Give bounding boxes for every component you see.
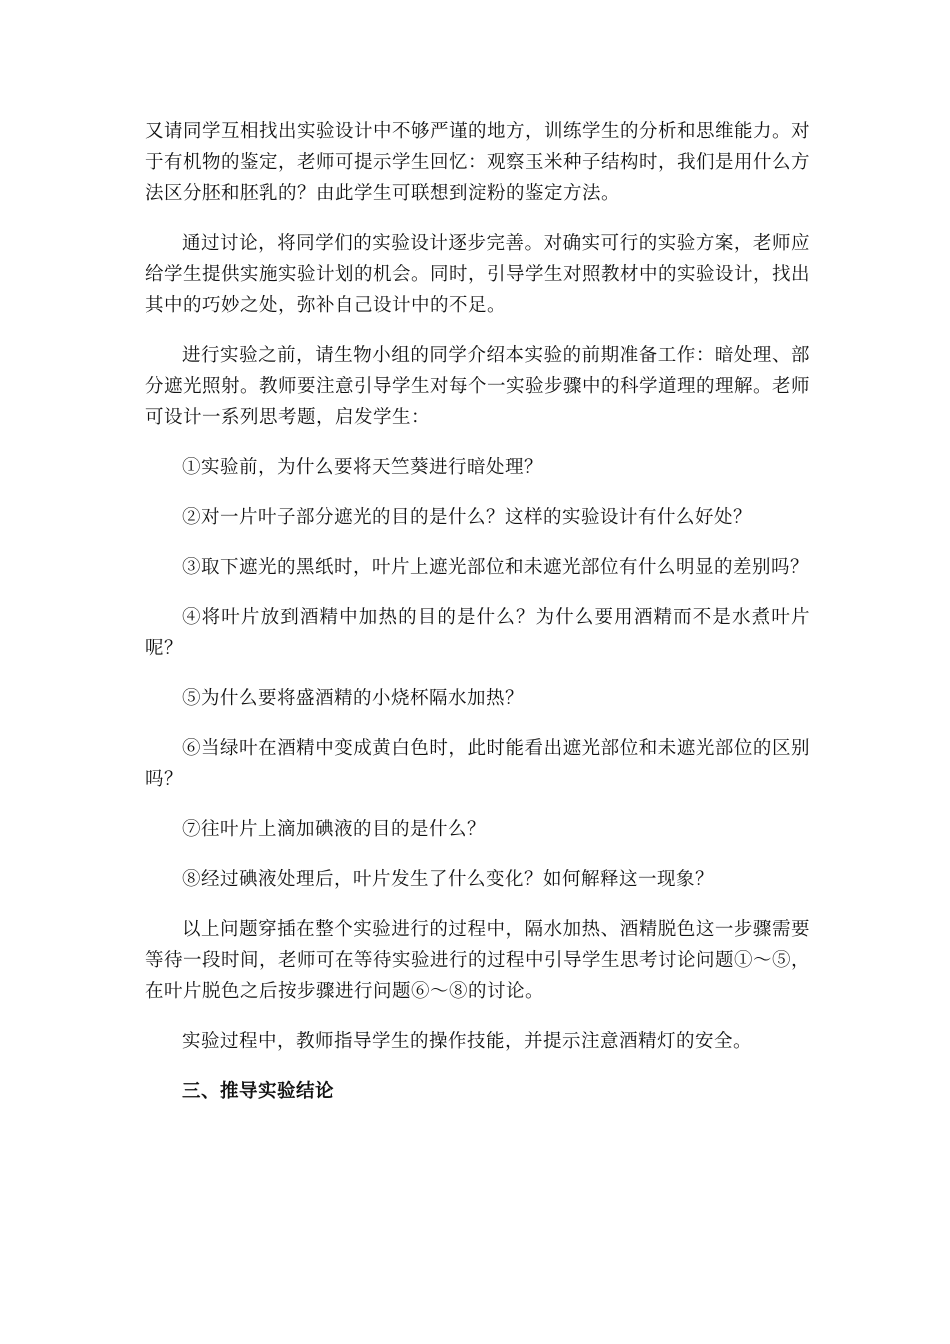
question-item-1: ①实验前，为什么要将天竺葵进行暗处理？ (182, 457, 544, 478)
question-item-8: ⑧经过碘液处理后，叶片发生了什么变化？如何解释这一现象？ (182, 869, 715, 890)
question-item-4: ④将叶片放到酒精中加热的目的是什么？为什么要用酒精而不是水煮叶片呢？ (145, 607, 810, 659)
question-item-5: ⑤为什么要将盛酒精的小烧杯隔水加热？ (182, 688, 525, 709)
section-heading: 三、推导实验结论 (182, 1081, 335, 1102)
paragraph-discussion-improvement: 通过讨论，将同学们的实验设计逐步完善。对确实可行的实验方案，老师应给学生提供实施实验计划的机会。同时，引导学生对照教材中的实验设计，找出其中的巧妙之处，弥补自己设计中的不足。 (145, 233, 811, 316)
paragraph-pre-experiment-preparation: 进行实验之前，请生物小组的同学介绍本实验的前期准备工作：暗处理、部分遮光照射。教师要注意引导学生对每个一实验步骤中的科学道理的理解。老师可设计一系列思考题，启发学生： (145, 345, 811, 428)
paragraph-experiment-design-review: 又请同学互相找出实验设计中不够严谨的地方，训练学生的分析和思维能力。对于有机物的鉴定，老师可提示学生回忆：观察玉米种子结构时，我们是用什么方法区分胚和胚乳的？由此学生可联想到淀粉的鉴定方法。 (145, 121, 811, 204)
question-item-7: ⑦往叶片上滴加碘液的目的是什么？ (182, 819, 487, 840)
question-item-3: ③取下遮光的黑纸时，叶片上遮光部位和未遮光部位有什么明显的差别吗？ (182, 557, 810, 578)
question-item-2: ②对一片叶子部分遮光的目的是什么？这样的实验设计有什么好处？ (182, 507, 753, 528)
paragraph-question-timing: 以上问题穿插在整个实验进行的过程中，隔水加热、酒精脱色这一步骤需要等待一段时间，老师可在等待实验进行的过程中引导学生思考讨论问题①～⑤，在叶片脱色之后按步骤进行问题⑥～⑧的讨论。 (145, 919, 811, 1002)
question-item-6: ⑥当绿叶在酒精中变成黄白色时，此时能看出遮光部位和未遮光部位的区别吗？ (145, 738, 810, 790)
document-body (145, 116, 810, 1107)
paragraph-safety-guidance: 实验过程中，教师指导学生的操作技能，并提示注意酒精灯的安全。 (182, 1031, 753, 1052)
